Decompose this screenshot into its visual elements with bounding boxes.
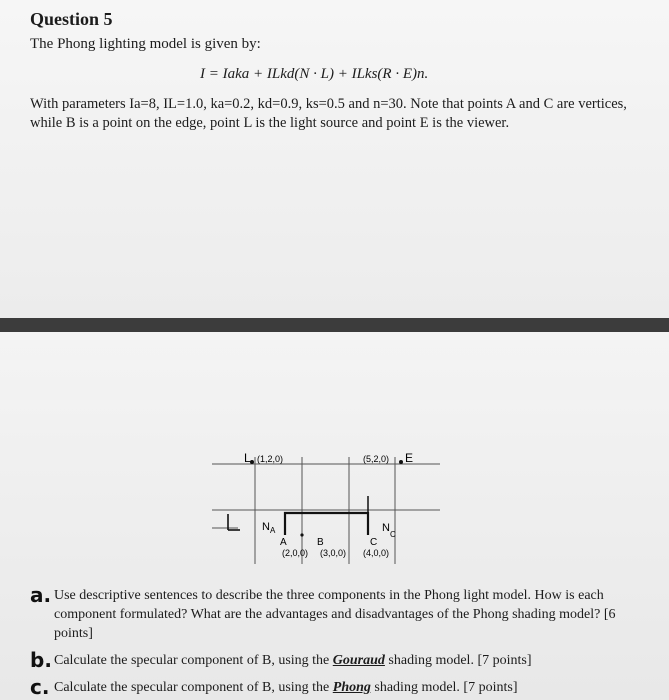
surface-edge (285, 513, 368, 535)
normal-c-label: N (382, 522, 390, 534)
task-c-post: shading model. [7 points] (370, 680, 518, 695)
task-b-text (54, 651, 644, 670)
task-c-text (54, 678, 644, 697)
task-a-letter: a. (30, 583, 52, 607)
point-b-coord: (3,0,0) (320, 548, 347, 558)
task-b-post: shading model. [7 points] (384, 653, 532, 668)
normal-c-sub: C (390, 530, 396, 539)
phong-formula: I = Iaka + ILkd(N · L) + ILks(R · E)n. (200, 66, 429, 82)
normal-a-label: N (262, 521, 270, 533)
task-b-letter: b. (30, 648, 52, 672)
task-c-emph: Phong (332, 680, 371, 695)
light-coord: (1,2,0) (257, 454, 284, 464)
point-b-label: B (317, 537, 324, 548)
diagram-panel (0, 332, 669, 700)
question-panel (0, 0, 669, 318)
task-c-pre: Calculate the specular component of B, using the (54, 680, 333, 695)
task-c-letter: c. (30, 675, 50, 699)
point-c-label: C (370, 537, 378, 548)
question-parameters: With parameters Ia=8, IL=1.0, ka=0.2, kd=0.9, ks=0.5 and n=30. Note that points A and C are vertices, while B is a point on the edge, point L is the light source and point E is the viewer. (30, 96, 627, 131)
task-b-emph: Gouraud (332, 653, 385, 668)
screen-divider (0, 318, 669, 332)
light-label: L (244, 451, 251, 465)
viewer-point (399, 460, 403, 464)
viewer-label: E (405, 451, 414, 465)
question-title: Question 5 (30, 9, 113, 29)
lighting-diagram (0, 332, 669, 700)
point-b-dot (300, 533, 303, 536)
normal-a-sub: A (270, 526, 276, 535)
question-intro: The Phong lighting model is given by: (30, 36, 261, 52)
viewer-coord: (5,2,0) (363, 454, 390, 464)
task-b-pre: Calculate the specular component of B, using the (54, 653, 333, 668)
task-a-text: Use descriptive sentences to describe the three components in the Phong light model. How is each component formulated? What are the advantages and disadvantages of the Phong shading model? [6 points] (54, 588, 616, 641)
point-a-label: A (280, 537, 287, 548)
point-c-coord: (4,0,0) (363, 548, 390, 558)
point-a-coord: (2,0,0) (282, 548, 309, 558)
